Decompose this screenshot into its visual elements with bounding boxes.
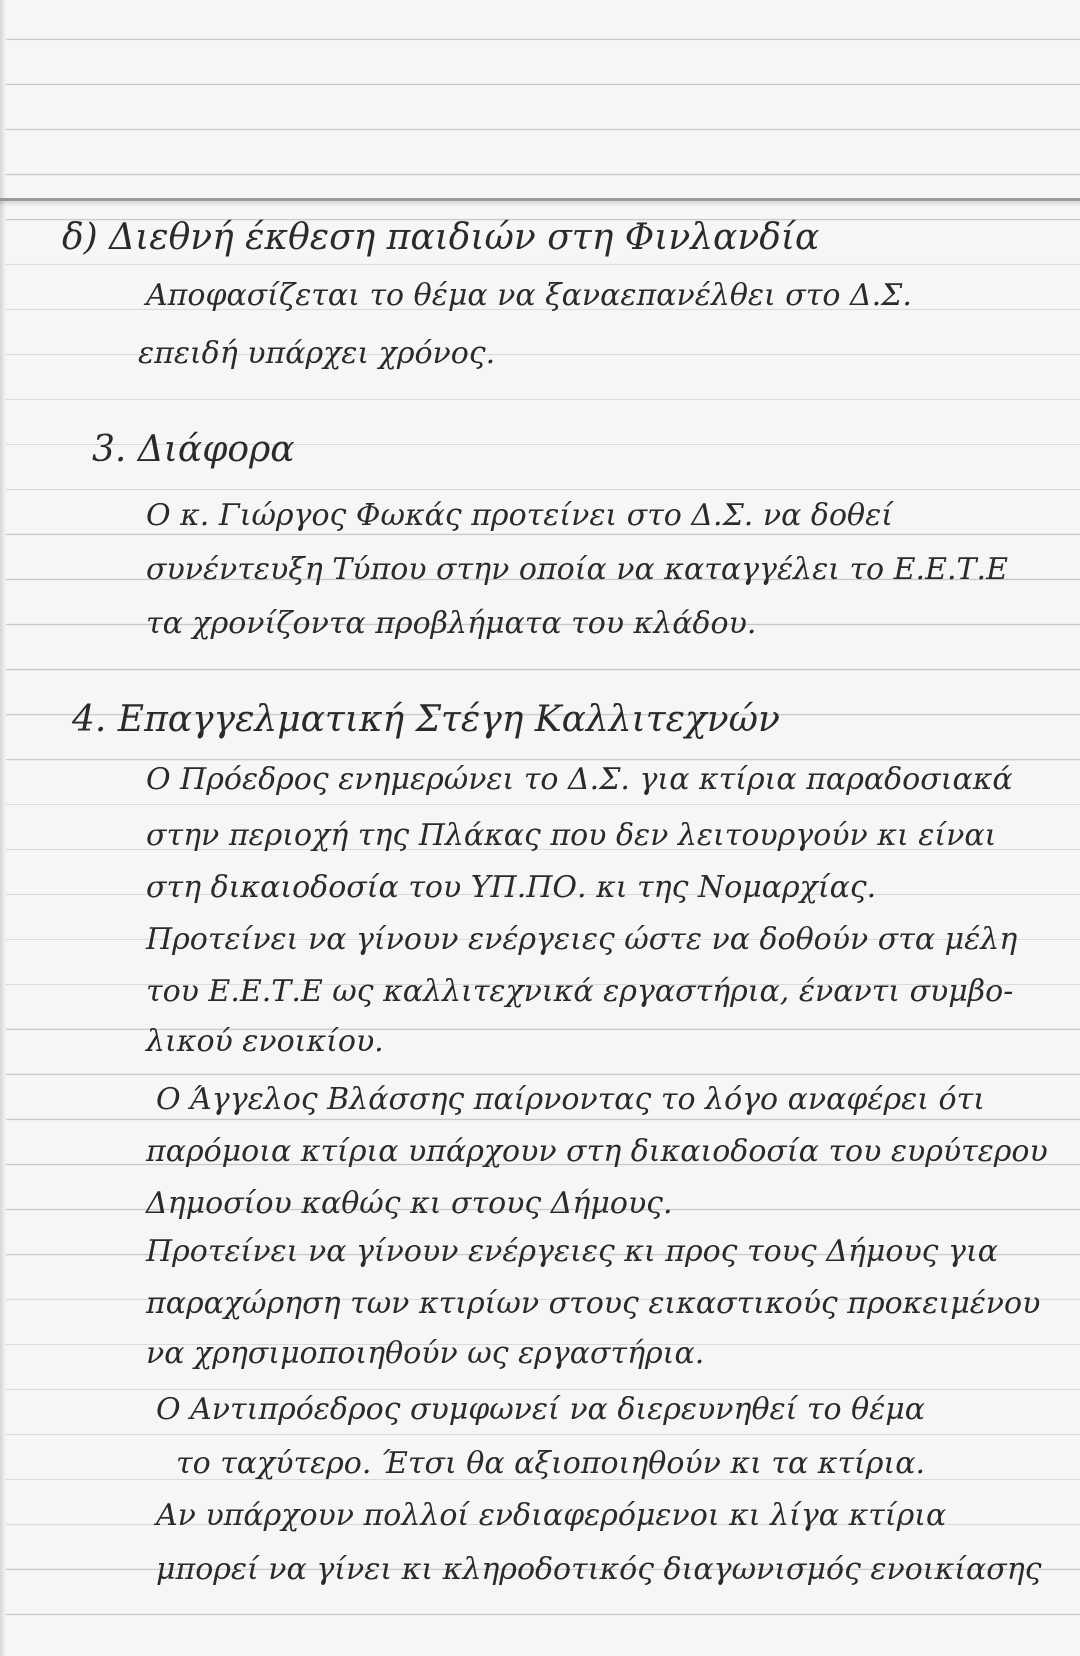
handwritten-line: Δημοσίου καθώς κι στους Δήμους. (146, 1186, 673, 1221)
handwritten-line: στην περιοχή της Πλάκας που δεν λειτουργούν κι είναι (146, 818, 997, 853)
handwritten-line: παραχώρηση των κτιρίων στους εικαστικούς προκειμένου (146, 1286, 1041, 1321)
page-fold-shadow (0, 201, 1080, 207)
handwritten-line: λικού ενοικίου. (146, 1024, 384, 1059)
handwritten-line: του Ε.Ε.Τ.Ε ως καλλιτεχνικά εργαστήρια, έναντι συμβο- (146, 974, 1014, 1009)
handwritten-line: Ο Πρόεδρος ενημερώνει το Δ.Σ. για κτίρια παραδοσιακά (146, 762, 1013, 797)
handwritten-line: Αποφασίζεται το θέμα να ξαναεπανέλθει στο Δ.Σ. (146, 278, 912, 313)
handwritten-line: Προτείνει να γίνουν ενέργειες ώστε να δοθούν στα μέλη (146, 922, 1018, 957)
handwritten-line: Αν υπάρχουν πολλοί ενδιαφερόμενοι κι λίγα κτίρια (156, 1498, 947, 1533)
item-d-heading (62, 218, 819, 258)
handwritten-line: το ταχύτερο. Έτσι θα αξιοποιηθούν κι τα κτίρια. (176, 1446, 926, 1481)
handwritten-line: Ο Αντιπρόεδρος συμφωνεί να διερευνηθεί το θέμα (156, 1392, 926, 1427)
handwritten-line: παρόμοια κτίρια υπάρχουν στη δικαιοδοσία του ευρύτερου (146, 1134, 1048, 1169)
handwritten-line: να χρησιμοποιηθούν ως εργαστήρια. (146, 1336, 705, 1371)
handwritten-line: μπορεί να γίνει κι κληροδοτικός διαγωνισμός ενοικίασης (156, 1552, 1042, 1587)
section-3-heading: 3. Διάφορα (92, 429, 295, 470)
handwritten-line: τα χρονίζοντα προβλήματα του κλάδου. (146, 606, 757, 641)
item-d-heading-text: δ) Διεθνή έκθεση παιδιών στη Φινλανδία (62, 217, 820, 258)
handwritten-line: συνέντευξη Τύπου στην οποία να καταγγέλει το Ε.Ε.Τ.Ε (146, 552, 1008, 587)
handwritten-line: Ο κ. Γιώργος Φωκάς προτείνει στο Δ.Σ. να δοθεί (146, 498, 893, 533)
handwritten-line: στη δικαιοδοσία του ΥΠ.ΠΟ. κι της Νομαρχίας. (146, 870, 877, 905)
section-4-heading: 4. Επαγγελματική Στέγη Καλλιτεχνών (72, 699, 780, 740)
handwritten-line: Προτείνει να γίνουν ενέργειες κι προς τους Δήμους για (146, 1234, 998, 1269)
handwritten-line: επειδή υπάρχει χρόνος. (138, 336, 496, 371)
handwritten-line: Ο Άγγελος Βλάσσης παίρνοντας το λόγο αναφέρει ότι (156, 1082, 985, 1117)
page-left-edge (0, 0, 6, 1656)
